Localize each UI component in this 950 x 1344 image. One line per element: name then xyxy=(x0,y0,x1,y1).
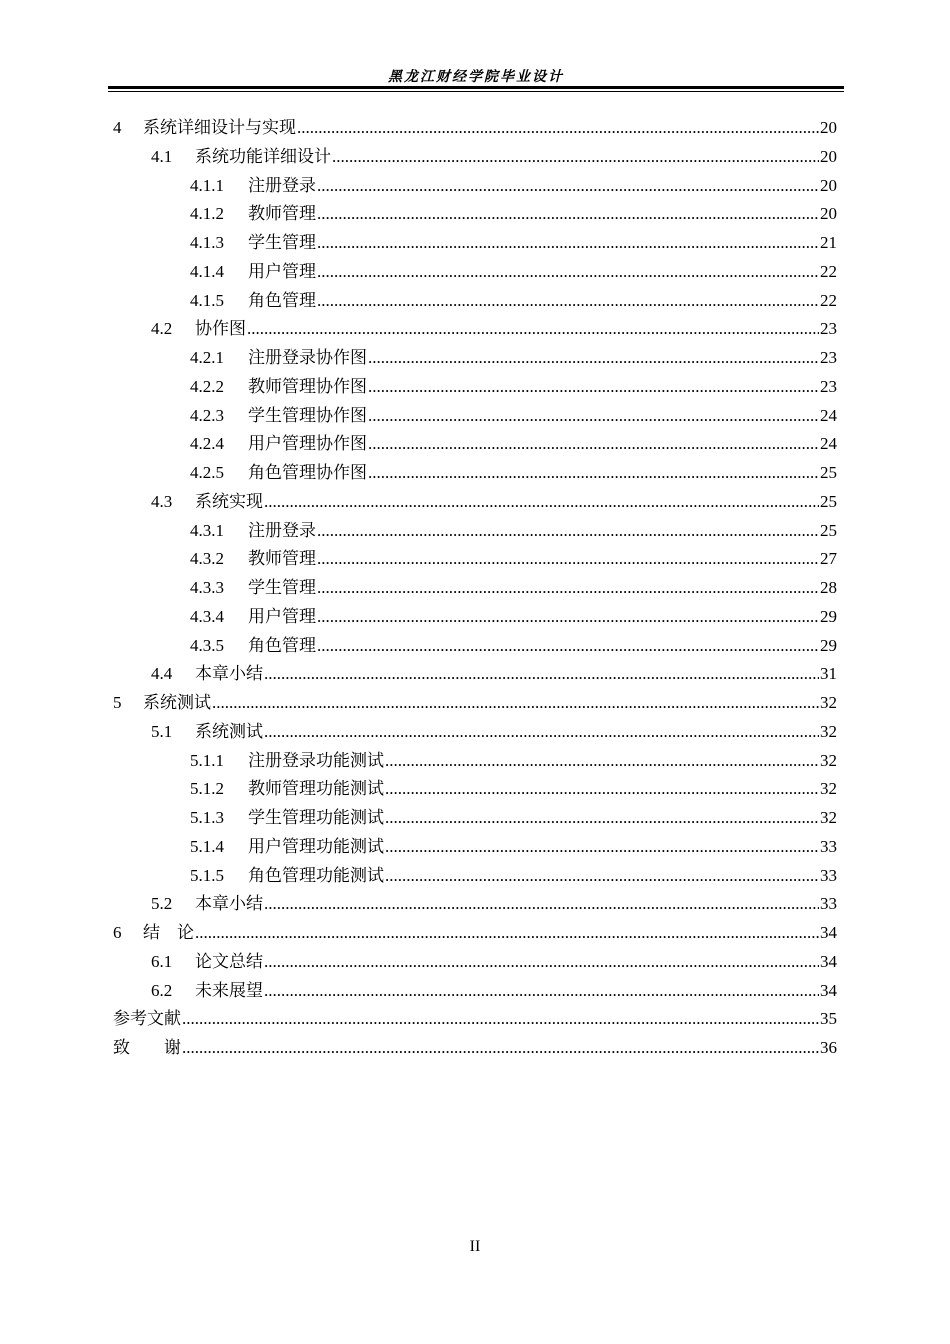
toc-entry-page: 20 xyxy=(820,204,837,224)
toc-entry-number: 4.1.4 xyxy=(190,261,224,281)
toc-entry-page: 33 xyxy=(820,894,837,914)
toc-entry-title: 结 论 xyxy=(143,923,194,942)
toc-entry[interactable] xyxy=(113,747,837,776)
toc-entry[interactable] xyxy=(113,229,837,258)
toc-entry-page: 34 xyxy=(820,923,837,942)
toc-entry[interactable] xyxy=(113,718,837,747)
toc-leader-dots xyxy=(385,833,819,862)
toc-entry[interactable] xyxy=(113,632,837,661)
toc-entry[interactable] xyxy=(113,660,837,689)
toc-entry[interactable] xyxy=(113,603,837,632)
table-of-contents xyxy=(113,114,837,1063)
toc-leader-dots xyxy=(385,804,819,833)
toc-leader-dots xyxy=(385,862,819,891)
toc-entry[interactable] xyxy=(113,172,837,201)
toc-entry-title: 角色管理 xyxy=(248,635,316,655)
toc-leader-dots xyxy=(317,603,819,632)
toc-leader-dots xyxy=(247,315,819,344)
toc-entry-page: 32 xyxy=(820,693,837,712)
toc-entry-number: 5.1.4 xyxy=(190,836,224,856)
toc-entry[interactable] xyxy=(113,775,837,804)
toc-entry[interactable] xyxy=(113,488,837,517)
toc-entry-number: 6.2 xyxy=(151,980,173,1000)
toc-entry[interactable] xyxy=(113,315,837,344)
toc-entry[interactable] xyxy=(113,804,837,833)
toc-entry-page: 34 xyxy=(820,980,837,1000)
toc-entry-number: 6.1 xyxy=(151,951,173,971)
toc-entry[interactable] xyxy=(113,200,837,229)
toc-entry-title: 用户管理 xyxy=(248,606,316,626)
toc-entry-page: 32 xyxy=(820,750,837,770)
toc-leader-dots xyxy=(368,344,819,373)
toc-entry[interactable] xyxy=(113,430,837,459)
toc-leader-dots xyxy=(264,718,819,747)
toc-leader-dots xyxy=(264,948,819,977)
toc-entry-page: 36 xyxy=(820,1038,837,1057)
toc-entry-page: 24 xyxy=(820,405,837,425)
toc-entry-page: 23 xyxy=(820,376,837,396)
toc-entry-title: 系统详细设计与实现 xyxy=(143,118,296,137)
toc-entry[interactable] xyxy=(113,689,837,718)
toc-entry-title: 参考文献 xyxy=(113,1009,181,1029)
toc-entry-page: 25 xyxy=(820,491,837,511)
toc-entry[interactable] xyxy=(113,919,837,948)
toc-entry-page: 28 xyxy=(820,578,837,597)
toc-entry-number: 4.3.1 xyxy=(190,520,224,540)
toc-entry-page: 23 xyxy=(820,348,837,367)
toc-entry[interactable] xyxy=(113,114,837,143)
toc-leader-dots xyxy=(317,172,819,201)
toc-leader-dots xyxy=(368,430,819,459)
toc-leader-dots xyxy=(264,660,819,689)
toc-entry-number: 4.3.5 xyxy=(190,635,224,655)
toc-entry-title: 系统测试 xyxy=(195,721,263,741)
toc-leader-dots xyxy=(368,459,819,488)
toc-entry[interactable] xyxy=(113,344,837,373)
toc-entry-number: 4.4 xyxy=(151,664,173,684)
toc-entry-title: 角色管理协作图 xyxy=(248,463,367,482)
toc-entry[interactable] xyxy=(113,545,837,574)
toc-entry-title: 教师管理协作图 xyxy=(248,376,367,396)
toc-entry-title: 注册登录 xyxy=(248,520,316,540)
toc-entry-number: 4.1.1 xyxy=(190,175,224,195)
toc-entry-number: 4.3.3 xyxy=(190,578,224,597)
toc-entry[interactable] xyxy=(113,574,837,603)
toc-entry[interactable] xyxy=(113,833,837,862)
toc-entry-number: 4.1.5 xyxy=(190,290,224,310)
toc-leader-dots xyxy=(317,545,819,574)
toc-entry[interactable] xyxy=(113,862,837,891)
toc-entry-page: 35 xyxy=(820,1009,837,1029)
toc-leader-dots xyxy=(385,747,819,776)
toc-leader-dots xyxy=(317,632,819,661)
toc-entry-title: 教师管理 xyxy=(248,204,316,224)
toc-entry-page: 29 xyxy=(820,635,837,655)
toc-entry-page: 20 xyxy=(820,175,837,195)
toc-entry-number: 4.3 xyxy=(151,491,173,511)
toc-entry-page: 32 xyxy=(820,721,837,741)
toc-entry[interactable] xyxy=(113,459,837,488)
toc-entry[interactable] xyxy=(113,977,837,1006)
toc-entry-page: 29 xyxy=(820,606,837,626)
toc-entry-title: 学生管理协作图 xyxy=(248,405,367,425)
toc-entry-page: 23 xyxy=(820,319,837,339)
toc-entry-number: 5.1.5 xyxy=(190,865,224,885)
toc-entry[interactable] xyxy=(113,1005,837,1034)
toc-entry-page: 31 xyxy=(820,664,837,684)
toc-entry-number: 4.2 xyxy=(151,319,173,339)
toc-entry-page: 32 xyxy=(820,779,837,799)
toc-entry-title: 致 谢 xyxy=(113,1038,181,1057)
toc-entry-number: 4 xyxy=(113,118,122,137)
toc-entry-title: 注册登录功能测试 xyxy=(248,750,384,770)
toc-leader-dots xyxy=(212,689,819,718)
toc-entry-number: 5 xyxy=(113,693,122,712)
toc-entry-number: 4.2.2 xyxy=(190,376,224,396)
toc-entry-number: 4.2.4 xyxy=(190,434,224,454)
toc-leader-dots xyxy=(264,488,819,517)
toc-entry-title: 本章小结 xyxy=(195,894,263,914)
toc-entry-page: 33 xyxy=(820,865,837,885)
toc-entry-number: 5.1.3 xyxy=(190,808,224,827)
toc-entry-page: 20 xyxy=(820,146,837,166)
toc-entry-title: 学生管理功能测试 xyxy=(248,808,384,827)
toc-leader-dots xyxy=(317,517,819,546)
toc-leader-dots xyxy=(317,287,819,316)
toc-entry-page: 22 xyxy=(820,261,837,281)
page-number: II xyxy=(469,1238,481,1255)
toc-entry[interactable] xyxy=(113,258,837,287)
toc-entry-title: 用户管理功能测试 xyxy=(248,836,384,856)
page-header-title: 黑龙江财经学院毕业设计 xyxy=(388,70,564,85)
toc-entry-title: 注册登录协作图 xyxy=(248,348,367,367)
toc-entry-title: 系统功能详细设计 xyxy=(195,146,331,166)
toc-leader-dots xyxy=(182,1034,819,1063)
toc-leader-dots xyxy=(385,775,819,804)
toc-entry-number: 4.3.2 xyxy=(190,549,224,569)
toc-entry-title: 系统测试 xyxy=(143,693,211,712)
toc-entry-title: 教师管理 xyxy=(248,549,316,569)
toc-entry[interactable] xyxy=(113,1034,837,1063)
toc-leader-dots xyxy=(297,114,819,143)
toc-leader-dots xyxy=(317,200,819,229)
toc-leader-dots xyxy=(317,229,819,258)
toc-entry-number: 4.2.1 xyxy=(190,348,224,367)
toc-entry-title: 协作图 xyxy=(195,319,246,339)
toc-entry-page: 20 xyxy=(820,118,837,137)
toc-leader-dots xyxy=(368,373,819,402)
toc-entry-title: 论文总结 xyxy=(195,951,263,971)
toc-entry-page: 24 xyxy=(820,434,837,454)
toc-leader-dots xyxy=(317,574,819,603)
toc-leader-dots xyxy=(317,258,819,287)
toc-entry-number: 4.1.3 xyxy=(190,233,224,252)
toc-entry-title: 系统实现 xyxy=(195,491,263,511)
toc-entry-page: 25 xyxy=(820,520,837,540)
toc-entry-number: 5.1.1 xyxy=(190,750,224,770)
toc-entry-number: 6 xyxy=(113,923,122,942)
toc-entry-page: 32 xyxy=(820,808,837,827)
toc-entry-page: 27 xyxy=(820,549,837,569)
toc-entry-number: 4.2.3 xyxy=(190,405,224,425)
toc-entry-number: 4.1 xyxy=(151,146,173,166)
toc-entry-number: 4.3.4 xyxy=(190,606,224,626)
toc-entry-number: 5.2 xyxy=(151,894,173,914)
toc-entry-page: 34 xyxy=(820,951,837,971)
toc-entry[interactable] xyxy=(113,143,837,172)
toc-entry-title: 注册登录 xyxy=(248,175,316,195)
toc-entry-title: 角色管理 xyxy=(248,290,316,310)
toc-entry-title: 用户管理 xyxy=(248,261,316,281)
toc-entry-title: 用户管理协作图 xyxy=(248,434,367,454)
toc-entry-title: 学生管理 xyxy=(248,578,316,597)
toc-entry-page: 33 xyxy=(820,836,837,856)
toc-entry-number: 5.1.2 xyxy=(190,779,224,799)
toc-entry[interactable] xyxy=(113,890,837,919)
toc-entry-title: 角色管理功能测试 xyxy=(248,865,384,885)
toc-entry-number: 4.2.5 xyxy=(190,463,224,482)
toc-entry-page: 25 xyxy=(820,463,837,482)
toc-entry-page: 22 xyxy=(820,290,837,310)
toc-entry[interactable] xyxy=(113,287,837,316)
toc-entry-title: 学生管理 xyxy=(248,233,316,252)
toc-leader-dots xyxy=(182,1005,819,1034)
toc-leader-dots xyxy=(332,143,819,172)
toc-entry[interactable] xyxy=(113,948,837,977)
toc-leader-dots xyxy=(264,890,819,919)
toc-entry[interactable] xyxy=(113,402,837,431)
toc-entry[interactable] xyxy=(113,373,837,402)
toc-entry[interactable] xyxy=(113,517,837,546)
toc-leader-dots xyxy=(195,919,819,948)
header-rule-thin xyxy=(108,91,844,92)
toc-entry-number: 4.1.2 xyxy=(190,204,224,224)
toc-entry-number: 5.1 xyxy=(151,721,173,741)
toc-entry-page: 21 xyxy=(820,233,837,252)
toc-entry-title: 教师管理功能测试 xyxy=(248,779,384,799)
toc-entry-title: 未来展望 xyxy=(195,980,263,1000)
toc-leader-dots xyxy=(264,977,819,1006)
header-rule-thick xyxy=(108,86,844,89)
toc-entry-title: 本章小结 xyxy=(195,664,263,684)
toc-leader-dots xyxy=(368,402,819,431)
